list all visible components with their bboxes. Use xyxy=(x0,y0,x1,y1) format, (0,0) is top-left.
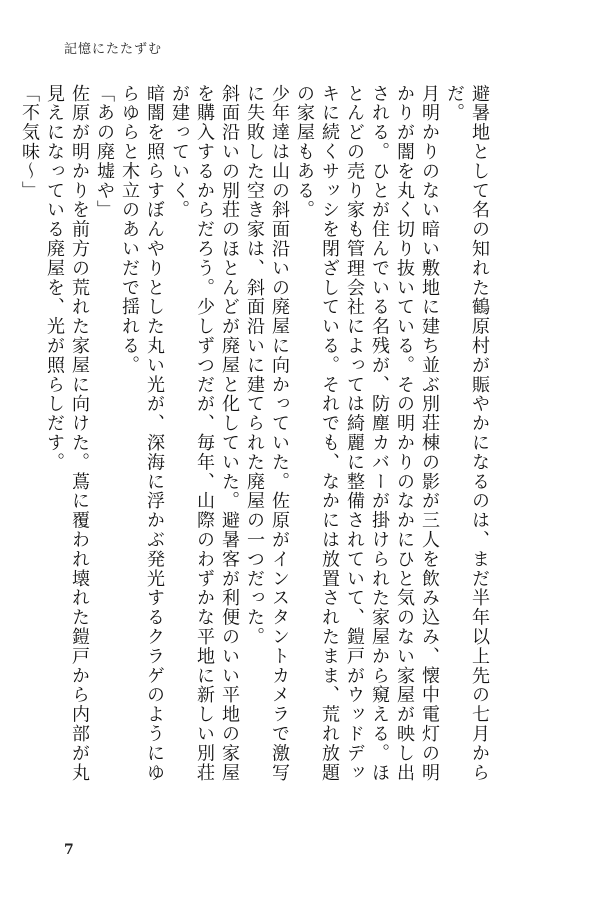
page-number: 7 xyxy=(64,842,74,858)
dialogue-1: 「あの廃墟や」 xyxy=(94,84,115,220)
paragraph-6: 佐原が明かりを前方の荒れた家屋に向けた。蔦に覆われ壊れた鎧戸から内部が丸見えになっている廃屋を、光が照らしだす。 xyxy=(44,84,90,783)
running-head: 記憶にたたずむ xyxy=(64,42,163,57)
paragraph-3: 少年達は山の斜面沿いの廃屋に向かっていた。佐原がインスタントカメラで激写に失敗した空き家は、斜面沿いに建てられた廃屋の一つだった。 xyxy=(244,84,290,783)
body-text xyxy=(19,84,492,784)
paragraph-1: 避暑地として名の知れた鶴原村が賑やかになるのは、まだ半年以上先の七月からだ。 xyxy=(444,84,490,783)
paragraph-5: 暗闇を照らすぼんやりとした丸い光が、深海に浮かぶ発光するクラゲのようにゆらゆらと木立のあいだで揺れる。 xyxy=(119,84,165,783)
dialogue-2: 「不気味〜」 xyxy=(19,84,40,201)
paragraph-4: 斜面沿いの別荘のほとんどが廃屋と化していた。避暑客が利便のいい平地の家屋を購入するからだろう。少しずつだが、毎年、山際のわずかな平地に新しい別荘が建っていく。 xyxy=(169,84,240,783)
paragraph-2: 月明かりのない暗い敷地に建ち並ぶ別荘棟の影が三人を飲み込み、懐中電灯の明かりが闇を丸く切り抜いている。その明かりのなかにひと気のない家屋が映し出される。ひとが住んでいる名残が、防塵カバーが掛けられた家屋から窺える。ほとんどの売り家も管理会社によっては綺麗に整備されていて、鎧戸がウッドデッキに続くサッシを閉ざしている。それでも、なかには放置されたまま、荒れ放題の家屋もある。 xyxy=(294,84,440,783)
